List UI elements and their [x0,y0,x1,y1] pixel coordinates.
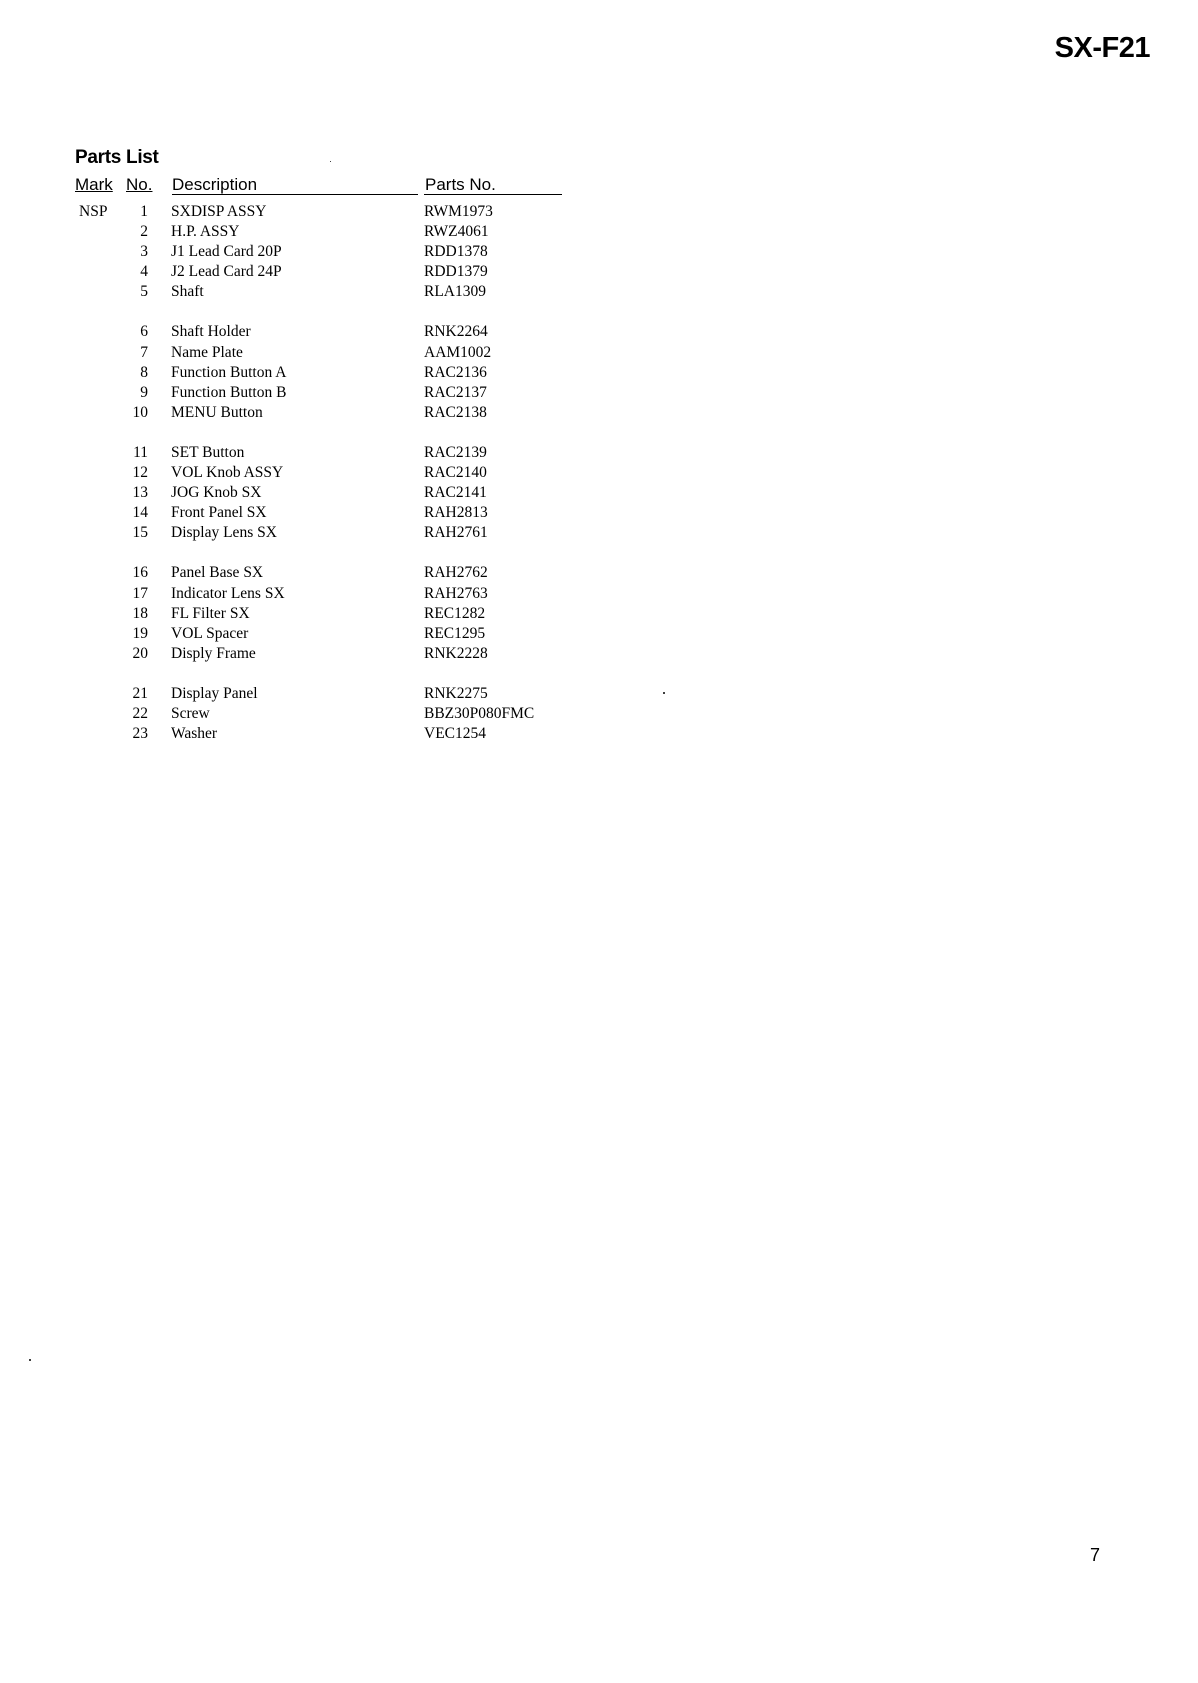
cell-parts-no: RAC2138 [424,403,487,421]
cell-no: 20 [132,644,148,662]
cell-no: 3 [140,243,148,261]
table-row [0,222,1198,242]
cell-no: 2 [140,223,148,241]
table-row [0,282,1198,302]
cell-description: Name Plate [171,343,243,361]
cell-no: 1 [140,203,148,220]
column-header-description: Description [172,175,258,194]
page-number: 7 [1090,1545,1101,1565]
cell-no: 11 [133,443,148,461]
table-row [0,262,1198,282]
cell-no: 4 [140,263,148,281]
table-row [0,624,1198,644]
cell-parts-no: RDD1378 [424,243,488,261]
cell-description: Shaft [171,283,204,301]
scan-speck [663,692,665,694]
cell-parts-no: RWZ4061 [424,223,489,241]
cell-description: Display Panel [171,684,258,702]
cell-parts-no: RAH2762 [424,564,488,582]
cell-description: JOG Knob SX [171,484,262,502]
cell-description: SXDISP ASSY [171,203,267,220]
column-header-mark: Mark [75,175,113,194]
table-row [0,483,1198,503]
model-number: SX-F21 [1054,32,1150,64]
table-row [0,684,1198,704]
cell-parts-no: REC1282 [424,604,486,622]
table-row [0,363,1198,383]
cell-description: Shaft Holder [171,323,251,341]
header-underline-description [172,194,418,195]
cell-parts-no: RDD1379 [424,263,488,281]
cell-description: J1 Lead Card 20P [171,243,282,261]
cell-description: Function Button B [171,383,287,401]
cell-no: 5 [140,283,148,301]
cell-parts-no: RAH2763 [424,584,488,602]
scan-speck [29,1359,31,1361]
table-row [0,383,1198,403]
cell-parts-no: RAH2761 [424,524,488,542]
table-row [0,443,1198,463]
table-row [0,242,1198,262]
table-row [0,202,1198,222]
cell-parts-no: AAM1002 [424,343,492,361]
cell-no: 22 [132,704,148,722]
cell-description: Washer [171,725,218,743]
column-header-no: No. [126,175,153,194]
table-header [0,174,1198,198]
parts-table [0,202,1198,744]
section-title: Parts List [75,147,159,168]
cell-parts-no: RAC2140 [424,464,487,482]
table-row [0,704,1198,724]
cell-no: 17 [132,584,148,602]
cell-description: Screw [171,704,210,722]
cell-description: H.P. ASSY [171,223,240,241]
cell-description: FL Filter SX [171,604,250,622]
cell-parts-no: RAC2141 [424,484,487,502]
cell-description: Indicator Lens SX [171,584,285,602]
cell-description: Front Panel SX [171,504,267,522]
cell-no: 18 [132,604,148,622]
cell-no: 16 [132,564,148,582]
cell-description: Panel Base SX [171,564,264,582]
cell-no: 12 [132,464,148,482]
table-row [0,584,1198,604]
cell-description: VOL Knob ASSY [171,464,284,482]
table-row [0,523,1198,543]
scan-speck [330,161,331,162]
cell-parts-no: VEC1254 [424,725,486,743]
cell-parts-no: BBZ30P080FMC [424,704,535,722]
table-row [0,563,1198,583]
cell-parts-no: RAH2813 [424,504,488,522]
cell-description: Display Lens SX [171,524,277,542]
table-row [0,322,1198,342]
cell-description: MENU Button [171,403,263,421]
cell-description: Disply Frame [171,644,256,662]
cell-no: 7 [140,343,148,361]
cell-description: SET Button [171,443,245,461]
cell-parts-no: RLA1309 [424,283,486,301]
table-row [0,343,1198,363]
cell-parts-no: RNK2228 [424,644,488,662]
cell-no: 14 [132,504,148,522]
table-row [0,724,1198,744]
column-header-parts-no: Parts No. [425,175,496,194]
cell-description: Function Button A [171,363,287,381]
cell-no: 8 [140,363,148,381]
cell-no: 13 [132,484,148,502]
cell-no: 9 [140,383,148,401]
table-row [0,503,1198,523]
cell-no: 21 [132,684,148,702]
table-row [0,463,1198,483]
cell-mark: NSP [79,203,108,220]
table-row [0,604,1198,624]
cell-no: 15 [132,524,148,542]
header-underline-parts-no [424,194,562,195]
cell-description: VOL Spacer [171,624,249,642]
cell-parts-no: RAC2137 [424,383,487,401]
cell-parts-no: RAC2139 [424,443,487,461]
cell-parts-no: RNK2264 [424,323,488,341]
table-row [0,644,1198,664]
cell-description: J2 Lead Card 24P [171,263,282,281]
cell-no: 19 [132,624,148,642]
cell-parts-no: RNK2275 [424,684,488,702]
cell-no: 6 [140,323,148,341]
cell-parts-no: REC1295 [424,624,486,642]
table-row [0,403,1198,423]
cell-parts-no: RWM1973 [424,203,493,220]
cell-parts-no: RAC2136 [424,363,487,381]
cell-no: 10 [132,403,148,421]
cell-no: 23 [132,725,148,743]
